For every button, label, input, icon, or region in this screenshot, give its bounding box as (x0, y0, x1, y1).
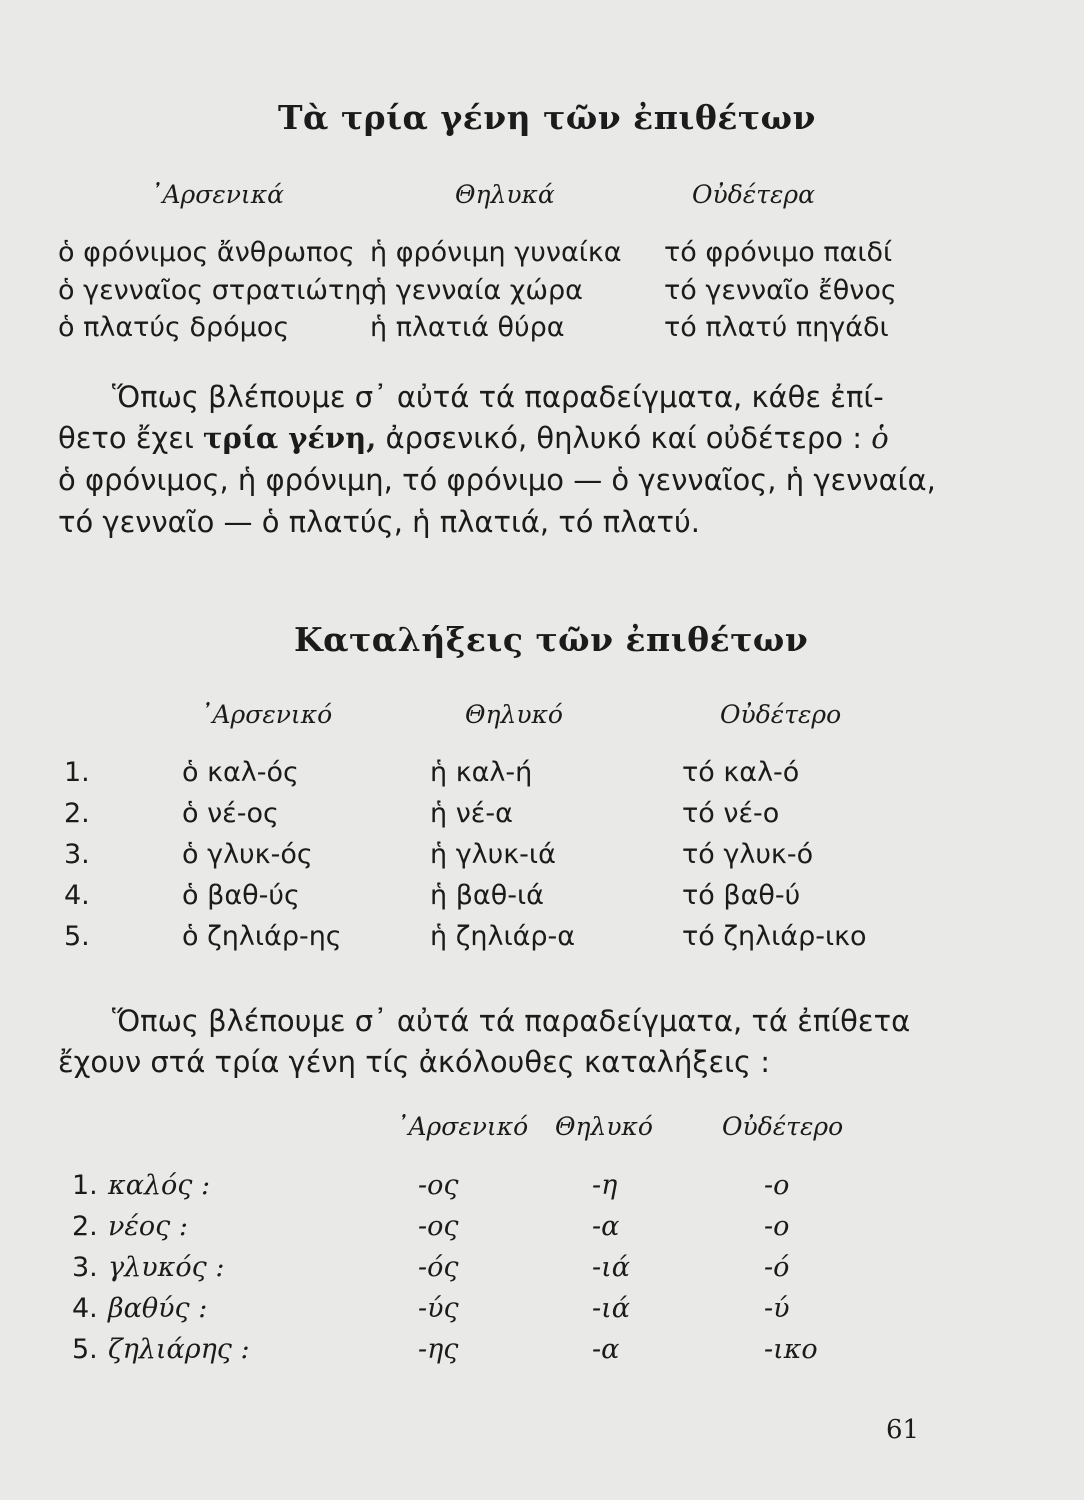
section2-row2-masculine: ὁ νέ-ος (182, 798, 279, 829)
section2-title: Καταλήξεις τῶν ἐπιθέτων (294, 620, 809, 659)
section1-row3-feminine: ἡ πλατιά θύρα (370, 312, 565, 343)
section3-row5-number: 5. (72, 1334, 98, 1365)
section1-row1-masculine: ὁ φρόνιμος ἄνθρωπος (58, 237, 355, 268)
section3-row5-feminine: -α (592, 1334, 620, 1365)
section3-row4-neuter: -ύ (764, 1293, 790, 1324)
section2-row2-neuter: τό νέ-ο (682, 798, 780, 829)
section1-row2-neuter: τό γενναῖο ἔθνος (664, 275, 897, 306)
section3-row3-masculine: -ός (418, 1252, 459, 1283)
section1-paragraph-line2: θετο ἔχει τρία γένη, ἀρσενικό, θηλυκό καί οὐδέτερο : ὁ (58, 421, 889, 455)
section2-row1-feminine: ἡ καλ-ή (430, 757, 533, 788)
section2-header-masculine: ᾿Αρσενικό (200, 700, 333, 729)
section3-row1-feminine: -η (592, 1170, 618, 1201)
section3-row4-word: βαθύς : (108, 1293, 208, 1324)
section1-header-feminine: Θηλυκά (455, 180, 555, 209)
section2-row5-number: 5. (64, 921, 90, 952)
section3-row2-number: 2. (72, 1211, 98, 1242)
section3-row4-number: 4. (72, 1293, 98, 1324)
section2-row4-feminine: ἡ βαθ-ιά (430, 880, 544, 911)
section2-row5-masculine: ὁ ζηλιάρ-ης (182, 921, 342, 952)
section2-paragraph-line1: Ὅπως βλέπουμε σ᾿ αὐτά τά παραδείγματα, τά ἐπίθετα (112, 1004, 911, 1038)
section3-row4-masculine: -ύς (418, 1293, 459, 1324)
section2-row1-masculine: ὁ καλ-ός (182, 757, 299, 788)
section1-row1-neuter: τό φρόνιμο παιδί (664, 237, 893, 268)
section1-row1-feminine: ἡ φρόνιμη γυναίκα (370, 237, 622, 268)
section3-header-feminine: Θηλυκό (555, 1112, 653, 1141)
section1-paragraph-line4: τό γενναῖο — ὁ πλατύς, ἡ πλατιά, τό πλατύ. (58, 505, 700, 539)
section2-header-feminine: Θηλυκό (465, 700, 563, 729)
section2-row2-feminine: ἡ νέ-α (430, 798, 513, 829)
section2-paragraph-line2: ἔχουν στά τρία γένη τίς ἀκόλουθες καταλήξεις : (58, 1045, 770, 1079)
section2-row5-neuter: τό ζηλιάρ-ικο (682, 921, 867, 952)
section3-header-masculine: ᾿Αρσενικό (396, 1112, 529, 1141)
section3-row5-word: ζηλιάρης : (108, 1334, 250, 1365)
section3-row3-feminine: -ιά (592, 1252, 630, 1283)
section3-row5-masculine: -ης (418, 1334, 459, 1365)
section1-row3-neuter: τό πλατύ πηγάδι (664, 312, 889, 343)
section3-row1-neuter: -ο (764, 1170, 790, 1201)
section3-row5-neuter: -ικο (764, 1334, 818, 1365)
section2-row3-neuter: τό γλυκ-ό (682, 839, 814, 870)
section1-row3-masculine: ὁ πλατύς δρόμος (58, 312, 290, 343)
section3-row3-neuter: -ό (764, 1252, 790, 1283)
page-number: 61 (886, 1415, 920, 1445)
section1-title: Τὰ τρία γένη τῶν ἐπιθέτων (278, 98, 816, 137)
section2-row3-masculine: ὁ γλυκ-ός (182, 839, 313, 870)
section3-row4-feminine: -ιά (592, 1293, 630, 1324)
section2-row3-number: 3. (64, 839, 90, 870)
section3-row2-feminine: -α (592, 1211, 620, 1242)
section3-row3-word: γλυκός : (108, 1252, 225, 1283)
section1-header-masculine: ᾿Αρσενικά (150, 180, 285, 209)
bold-term: τρία γένη, (202, 421, 377, 455)
section3-row3-number: 3. (72, 1252, 98, 1283)
section3-header-neuter: Οὐδέτερο (722, 1112, 844, 1141)
section2-row4-number: 4. (64, 880, 90, 911)
section1-paragraph-line1: Ὅπως βλέπουμε σ᾿ αὐτά τά παραδείγματα, κάθε ἐπί- (112, 380, 884, 414)
section1-paragraph-line3: ὁ φρόνιμος, ἡ φρόνιμη, τό φρόνιμο — ὁ γενναῖος, ἡ γενναία, (58, 463, 936, 497)
section2-row3-feminine: ἡ γλυκ-ιά (430, 839, 556, 870)
section3-row1-word: καλός : (108, 1170, 211, 1201)
section3-row2-masculine: -ος (418, 1211, 459, 1242)
section1-row2-masculine: ὁ γενναῖος στρατιώτης (58, 275, 378, 306)
section3-row1-number: 1. (72, 1170, 98, 1201)
section3-row2-word: νέος : (108, 1211, 188, 1242)
section2-header-neuter: Οὐδέτερο (720, 700, 842, 729)
section3-row2-neuter: -ο (764, 1211, 790, 1242)
section1-row2-feminine: ἡ γενναία χώρα (370, 275, 583, 306)
section2-row1-neuter: τό καλ-ό (682, 757, 800, 788)
section2-row4-masculine: ὁ βαθ-ύς (182, 880, 300, 911)
section2-row1-number: 1. (64, 757, 90, 788)
section2-row2-number: 2. (64, 798, 90, 829)
section1-header-neuter: Οὐδέτερα (692, 180, 815, 209)
section2-row4-neuter: τό βαθ-ύ (682, 880, 801, 911)
section3-row1-masculine: -ος (418, 1170, 459, 1201)
section2-row5-feminine: ἡ ζηλιάρ-α (430, 921, 576, 952)
